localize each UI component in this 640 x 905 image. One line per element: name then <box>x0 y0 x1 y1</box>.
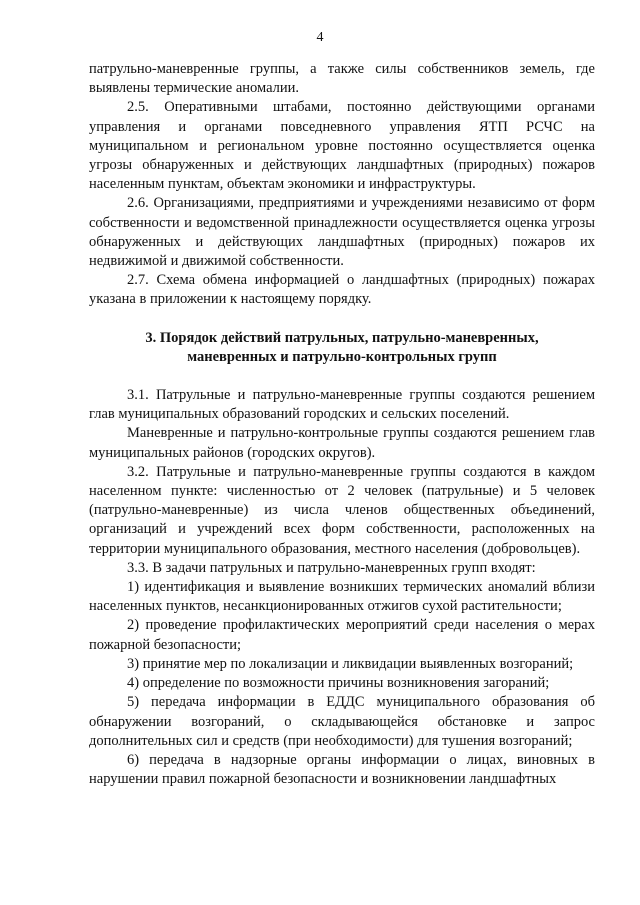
section-3-paragraphs <box>89 386 595 789</box>
paragraph-2-6: 2.6. Организациями, предприятиями и учреждениями независимо от форм собственности и ведомственной принадлежности осуществляется оценка угрозы обнаруженных и действующих ландшафтных (природных) пожаров их недвижимой и движимой собственности. <box>89 195 595 270</box>
paragraph-3-2: 3.2. Патрульные и патрульно-маневренные группы создаются в каждом населенном пункте: численностью от 2 человек (патрульные) и 5 человек (патрульно-маневренные) из числа членов общественных объединений, организаций и учреждений всех форм собственности, расположенных на территории муниципального образования, местного населения (добровольцев). <box>89 463 595 557</box>
section-2-paragraphs <box>89 60 595 310</box>
paragraph-task-5: 5) передача информации в ЕДДС муниципального образования об обнаружении возгораний, о складывающейся обстановке и запрос дополнительных сил и средств (при необходимости) для тушения возгораний; <box>89 694 595 749</box>
page-number: 4 <box>316 30 324 45</box>
section-3-heading <box>89 329 595 367</box>
paragraph-continuation: патрульно-маневренные группы, а также силы собственников земель, где выявлены термические аномалии. <box>89 61 595 97</box>
section-3-heading-line-1: 3. Порядок действий патрульных, патрульно-маневренных, <box>145 329 539 346</box>
paragraph-task-1: 1) идентификация и выявление возникших термических аномалий вблизи населенных пунктов, несанкционированных отжигов сухой растительности; <box>89 579 595 615</box>
paragraph-2-7: 2.7. Схема обмена информацией о ландшафтных (природных) пожарах указана в приложении к настоящему порядку. <box>89 272 595 308</box>
paragraph-3-3: 3.3. В задачи патрульных и патрульно-маневренных групп входят: <box>127 559 536 576</box>
paragraph-task-4: 4) определение по возможности причины возникновения загораний; <box>127 675 550 692</box>
section-3-heading-line-2: маневренных и патрульно-контрольных групп <box>187 348 497 365</box>
paragraph-2-5: 2.5. Оперативными штабами, постоянно действующими органами управления и органами повседневного управления ЯТП РСЧС на муниципальном и региональном уровне постоянно осуществляется оценка угрозы обнаруженных и действующих ландшафтных (природных) пожаров населенным пунктам, объектам экономики и инфраструктуры. <box>89 99 595 193</box>
paragraph-task-6: 6) передача в надзорные органы информации о лицах, виновных в нарушении правил пожарной безопасности и возникновении ландшафтных <box>89 751 595 788</box>
paragraph-task-3: 3) принятие мер по локализации и ликвидации выявленных возгораний; <box>127 655 574 672</box>
paragraph-task-2: 2) проведение профилактических мероприятий среди населения о мерах пожарной безопасности; <box>89 617 595 653</box>
document-body <box>89 60 595 789</box>
paragraph-3-1: 3.1. Патрульные и патрульно-маневренные группы создаются решением глав муниципальных образований городских и сельских поселений. <box>89 387 595 423</box>
paragraph-3-1b: Маневренные и патрульно-контрольные группы создаются решением глав муниципальных районов (городских округов). <box>89 425 595 461</box>
